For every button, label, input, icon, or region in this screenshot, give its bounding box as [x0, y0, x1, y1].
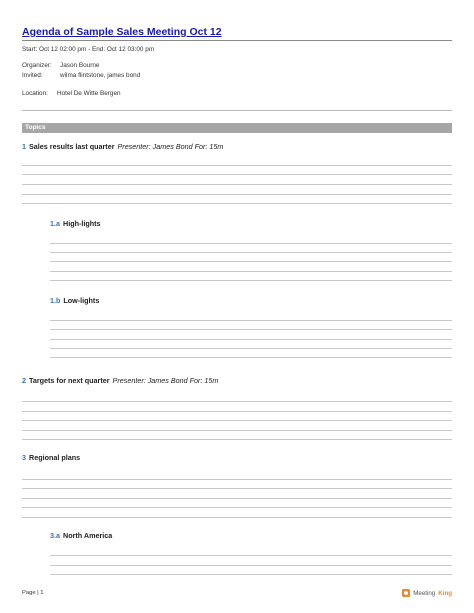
topic-number: 1.b: [50, 296, 61, 305]
note-line: [22, 203, 452, 204]
title-divider: [22, 40, 452, 41]
topic-presenter: Presenter: James Bond For: 15m: [117, 142, 224, 151]
topic-number: 3.a: [50, 531, 60, 540]
topic-item-1: [22, 142, 223, 151]
topic-title: Sales results last quarter: [29, 142, 115, 151]
logo-text-meeting: Meeting: [413, 589, 436, 597]
location-label: Location:: [22, 90, 48, 97]
note-line: [50, 271, 452, 272]
note-line: [22, 507, 452, 508]
topic-item-2: [22, 376, 218, 385]
note-line: [50, 574, 452, 575]
note-line: [22, 165, 452, 166]
note-line: [22, 488, 452, 489]
note-line: [50, 357, 452, 358]
note-line: [22, 517, 452, 518]
note-line: [22, 184, 452, 185]
topic-number: 1.a: [50, 219, 60, 228]
topic-number: 1: [22, 142, 26, 151]
meetingking-logo-icon: [402, 589, 410, 597]
topic-title: High-lights: [63, 219, 101, 228]
note-line: [22, 174, 452, 175]
note-line: [50, 280, 452, 281]
note-line: [50, 339, 452, 340]
note-line: [22, 401, 452, 402]
topic-presenter: Presenter: James Bond For: 15m: [112, 376, 219, 385]
note-line: [50, 261, 452, 262]
topic-item-1a: [50, 219, 101, 228]
note-line: [50, 555, 452, 556]
note-line: [22, 479, 452, 480]
meeting-time: Start: Oct 12 02:00 pm - End: Oct 12 03:00 pm: [22, 46, 155, 53]
agenda-title[interactable]: Agenda of Sample Sales Meeting Oct 12: [22, 26, 222, 38]
meetingking-logo: [402, 589, 452, 597]
topic-number: 2: [22, 376, 26, 385]
note-line: [50, 320, 452, 321]
header-divider: [22, 110, 452, 111]
note-line: [22, 420, 452, 421]
note-line: [22, 430, 452, 431]
topic-title: Low-lights: [63, 296, 100, 305]
note-line: [50, 252, 452, 253]
note-line: [22, 411, 452, 412]
topic-item-3a: [50, 531, 112, 540]
note-line: [22, 498, 452, 499]
topic-title: Targets for next quarter: [29, 376, 110, 385]
invited-value: wilma flintstone, james bond: [60, 72, 141, 79]
note-line: [50, 348, 452, 349]
topic-number: 3: [22, 453, 26, 462]
topics-header-bar: Topics: [22, 123, 452, 133]
invited-label: Invited:: [22, 72, 43, 79]
topic-title: North America: [63, 531, 113, 540]
note-line: [50, 243, 452, 244]
organizer-label: Organizer:: [22, 62, 52, 69]
topic-title: Regional plans: [29, 453, 81, 462]
topic-item-3: [22, 453, 80, 462]
note-line: [22, 194, 452, 195]
location-value: Hotel De Witte Bergen: [57, 90, 121, 97]
topic-item-1b: [50, 296, 99, 305]
organizer-value: Jason Bourne: [60, 62, 100, 69]
logo-text-king: King: [438, 589, 452, 597]
note-line: [50, 329, 452, 330]
note-line: [22, 439, 452, 440]
page-number: Page | 1: [22, 590, 44, 596]
note-line: [50, 565, 452, 566]
